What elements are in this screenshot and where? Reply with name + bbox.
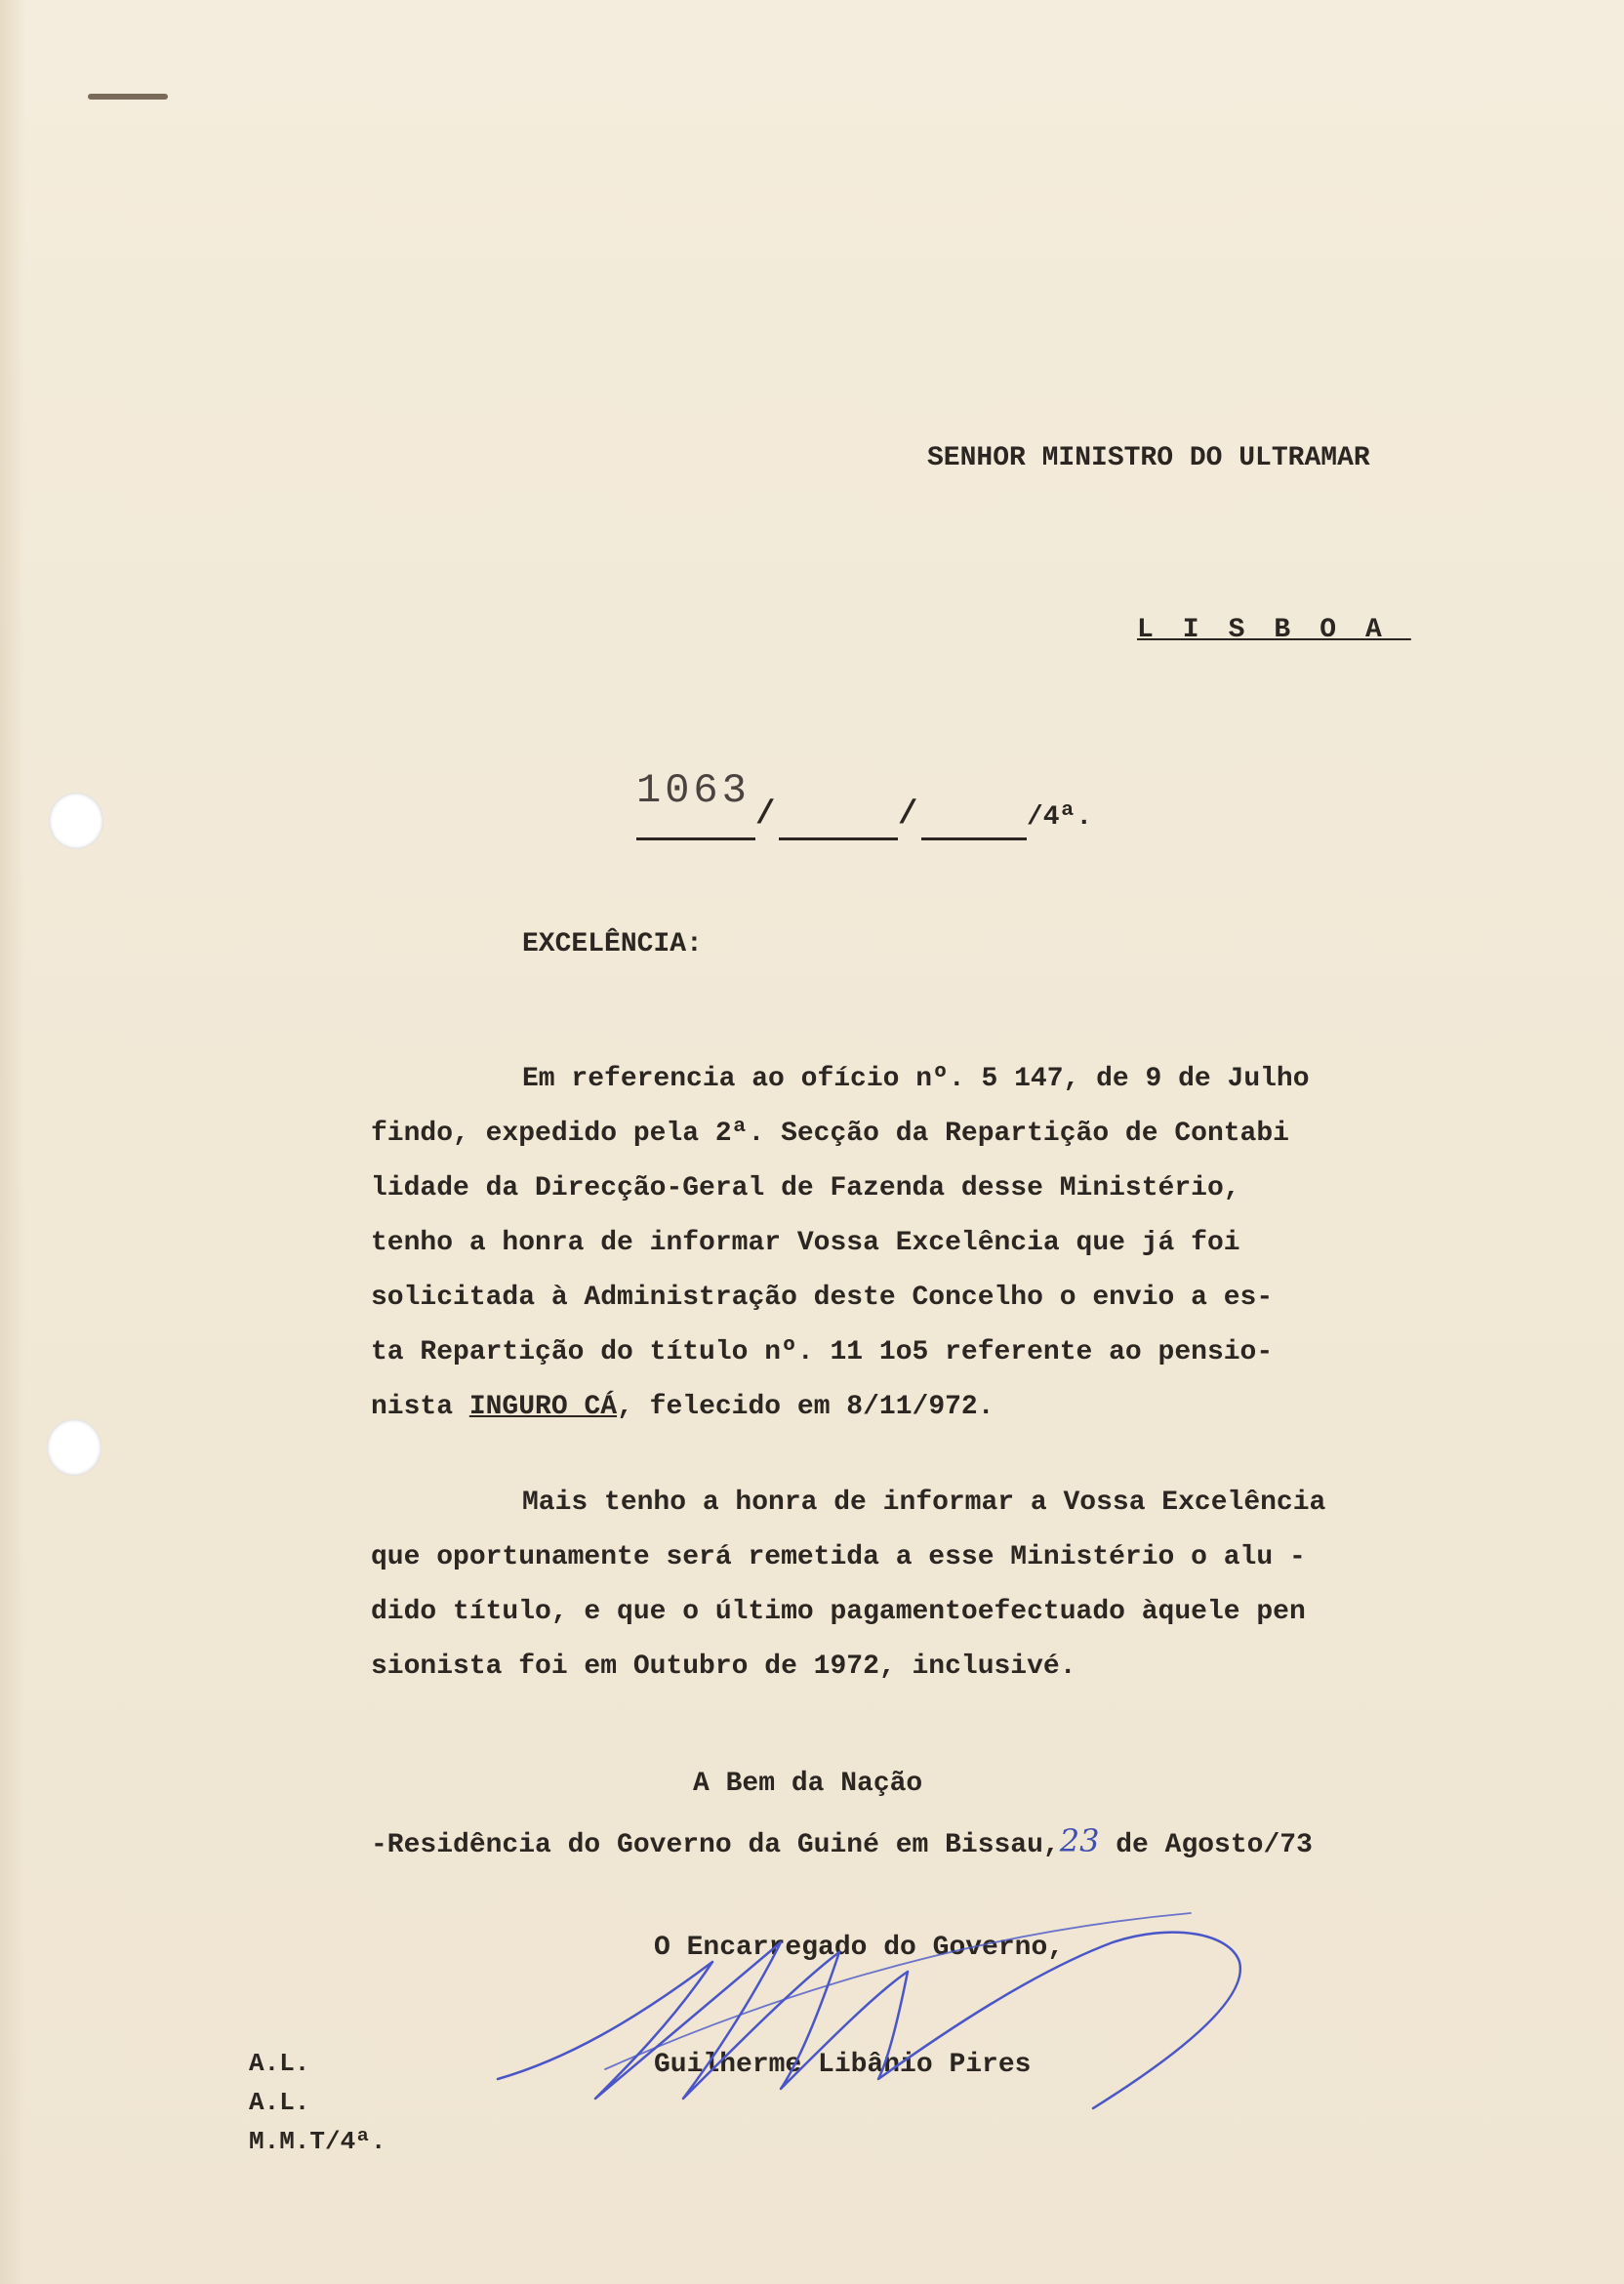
reference-blank-2 [779,837,898,840]
text-run: , felecido em 8/11/972. [617,1392,995,1422]
staple-mark [88,94,168,100]
signer-name: Guilherme Libânio Pires [654,2050,1032,2080]
reference-number: 1063 [636,767,751,814]
initials-line: A.L. [249,2049,310,2078]
reference-line [636,767,1105,845]
punch-hole-bottom [47,1419,102,1476]
paragraph-line: lidade da Direcção-Geral de Fazenda desse Ministério, [371,1173,1240,1203]
initials-line: M.M.T/4ª. [249,2127,386,2156]
text-run: nista [371,1392,469,1422]
paragraph-line: ta Repartição do título nº. 11 1o5 referente ao pensio- [371,1337,1274,1367]
typist-initials [249,2044,386,2161]
paragraph-line: que oportunamente será remetida a esse Ministério o alu - [371,1542,1306,1572]
handwritten-day: 23 [1059,1822,1100,1859]
reference-slash-2: / [898,796,918,834]
place-and-date [371,1814,1313,1873]
reference-blank-3 [921,837,1027,840]
handwritten-signature [488,1874,1269,2128]
paragraph-line: tenho a honra de informar Vossa Excelência que já foi [371,1228,1240,1258]
paragraph-line: Em referencia ao ofício nº. 5 147, de 9 de Julho [522,1064,1310,1094]
paper-left-edge [0,0,25,2284]
place-prefix: -Residência do Governo da Guiné em Bissau, [371,1830,1060,1860]
paragraph-2 [371,1476,1325,1694]
signer-title: O Encarregado do Governo, [654,1933,1065,1963]
reference-slash-1: / [755,796,776,834]
pensioner-name: INGURO CÁ [468,1392,618,1422]
reference-blank-1 [636,837,755,840]
punch-hole-top [49,793,103,849]
closing-formula: A Bem da Nação [693,1769,923,1799]
paragraph-line [371,1380,1310,1435]
reference-suffix: /4ª. [1027,802,1093,833]
paragraph-line: sionista foi em Outubro de 1972, inclusivé. [371,1652,1076,1682]
city-heading: LISBOA [1137,615,1411,645]
paragraph-line: findo, expedido pela 2ª. Secção da Repartição de Contabi [371,1119,1289,1149]
paragraph-line: solicitada à Administração deste Concelho o envio a es- [371,1283,1274,1313]
paragraph-line: Mais tenho a honra de informar a Vossa Excelência [522,1488,1326,1518]
place-suffix: de Agosto/73 [1099,1830,1313,1860]
paragraph-line: dido título, e que o último pagamentoefectuado àquele pen [371,1597,1306,1627]
salutation: EXCELÊNCIA: [522,929,703,959]
paragraph-1 [371,1052,1310,1435]
initials-line: A.L. [249,2088,310,2117]
addressee: SENHOR MINISTRO DO ULTRAMAR [927,443,1370,473]
